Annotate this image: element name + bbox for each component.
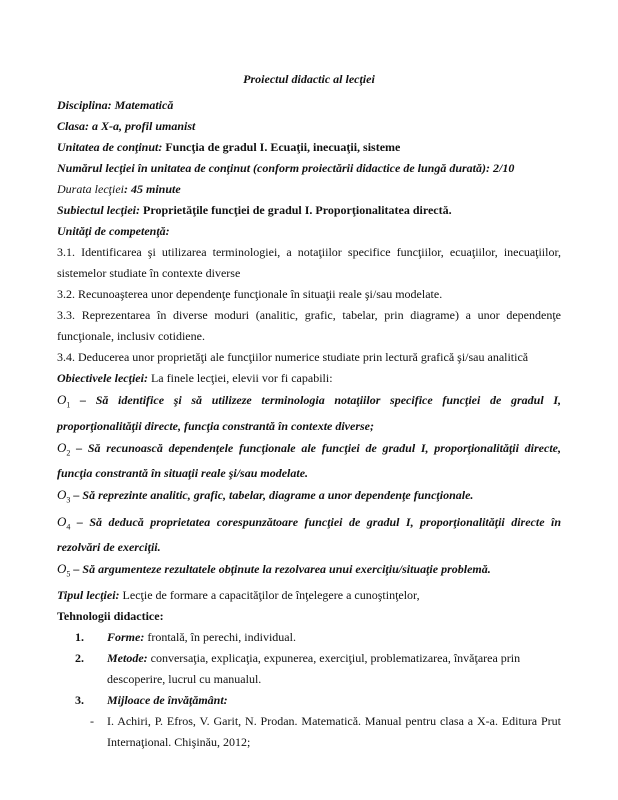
list-item	[57, 711, 561, 753]
objective-text: – Să identifice şi să utilizeze terminologia notaţiilor specifice funcţiei de gradul I, proporţionalităţii directe, funcţia constrantă în contexte diverse;	[57, 393, 561, 433]
tipul-label: Tipul lecţiei:	[57, 587, 120, 602]
objective-o2	[57, 437, 561, 485]
objective-symbol: $O_3$	[57, 487, 71, 505]
objective-o1	[57, 389, 561, 437]
list-item-label: Mijloace de învăţământ:	[107, 692, 228, 707]
list-item	[57, 690, 561, 711]
objective-text: – Să argumenteze rezultatele obţinute la rezolvarea unui exerciţiu/situaţie problemă.	[70, 562, 491, 577]
competenta-3-4: 3.4. Deducerea unor proprietăţi ale funcţiilor numerice studiate prin lectură grafică şi/sau analitică	[57, 350, 529, 364]
list-item	[57, 648, 561, 690]
objective-text: – Să reprezinte analitic, grafic, tabelar, diagrame a unor dependenţe funcţionale.	[70, 488, 474, 503]
document-title: Proiectul didactic al lecţiei	[243, 72, 375, 86]
durata-label: Durata lecţiei	[57, 182, 124, 196]
unitatea-line	[57, 137, 561, 158]
tehnologii-heading: Tehnologii didactice:	[57, 608, 164, 623]
disciplina-line: Disciplina: Matematică	[57, 98, 174, 112]
unitatea-value: Funcţia de gradul I. Ecuaţii, inecuaţii, sisteme	[162, 140, 401, 154]
subiectul-line	[57, 200, 561, 221]
competenta-3-3: 3.3. Reprezentarea în diverse moduri (analitic, grafic, tabelar, prin diagrame) a unor dependenţe funcţionale, inclusiv cotidiene.	[57, 308, 561, 343]
unitati-heading: Unităţi de competenţă:	[57, 224, 170, 238]
objective-o5	[57, 558, 561, 585]
list-item-label: Forme:	[107, 629, 145, 644]
competenta-3-2: 3.2. Recunoaşterea unor dependenţe funcţionale în situaţii reale şi/sau modelate.	[57, 287, 443, 301]
list-item-value: frontală, în perechi, individual.	[144, 629, 296, 644]
durata-value: : 45 minute	[123, 182, 181, 196]
mijloace-list	[57, 711, 561, 753]
list-item-text: I. Achiri, P. Efros, V. Garit, N. Prodan. Matematică. Manual pentru clasa a X-a. Editura Prut Internaţional. Chişinău, 2012;	[107, 713, 561, 749]
objective-text: – Să recunoască dependenţele funcţionale ale funcţiei de gradul I, proporţionalităţii directe, funcţia constrantă în situaţii reale şi/sau modelate.	[57, 440, 561, 481]
list-number: 2.	[75, 650, 84, 665]
tipul-line	[57, 585, 561, 606]
list-item-label: Metode:	[107, 650, 148, 665]
unitatea-label: Unitatea de conţinut:	[57, 140, 163, 154]
list-number: 1.	[75, 629, 84, 644]
objective-o3	[57, 484, 561, 511]
tehnologii-list	[57, 627, 561, 711]
obiective-label: Obiectivele lecţiei:	[57, 371, 148, 385]
list-item	[57, 627, 561, 648]
numarul-line: Numărul lecţiei în unitatea de conţinut (conform proiectării didactice de lungă durată): 2/10	[57, 161, 515, 175]
objective-symbol: $O_1$	[57, 392, 71, 410]
objective-symbol: $O_2$	[57, 439, 71, 458]
obiective-intro: La finele lecţiei, elevii vor fi capabili:	[147, 371, 333, 385]
dash-bullet: -	[90, 713, 94, 728]
objective-text: – Să deducă proprietatea corespunzătoare funcţiei de gradul I, proporţionalităţii directe în rezolvări de exerciţii.	[57, 514, 561, 555]
tipul-value: Lecţie de formare a capacităţilor de înţelegere a cunoştinţelor,	[119, 587, 420, 602]
obiective-line	[57, 368, 561, 389]
objective-symbol: $O_5$	[57, 561, 71, 579]
objective-o4	[57, 511, 561, 559]
subiectul-value: Proprietăţile funcţiei de gradul I. Proporţionalitatea directă.	[140, 203, 452, 217]
durata-line	[57, 179, 561, 200]
objective-symbol: $O_4$	[57, 513, 71, 532]
list-item-value: conversaţia, explicaţia, expunerea, exerciţiul, problematizarea, învăţarea prin descoperire, lucrul cu manualul.	[107, 650, 521, 686]
subiectul-label: Subiectul lecţiei:	[57, 203, 140, 217]
competenta-3-1: 3.1. Identificarea şi utilizarea terminologiei, a notaţiilor specifice funcţiilor, ecuaţiilor, inecuaţiilor, sistemelor studiate în contexte diverse	[57, 245, 561, 280]
list-number: 3.	[75, 692, 84, 707]
clasa-line: Clasa: a X-a, profil umanist	[57, 119, 196, 133]
